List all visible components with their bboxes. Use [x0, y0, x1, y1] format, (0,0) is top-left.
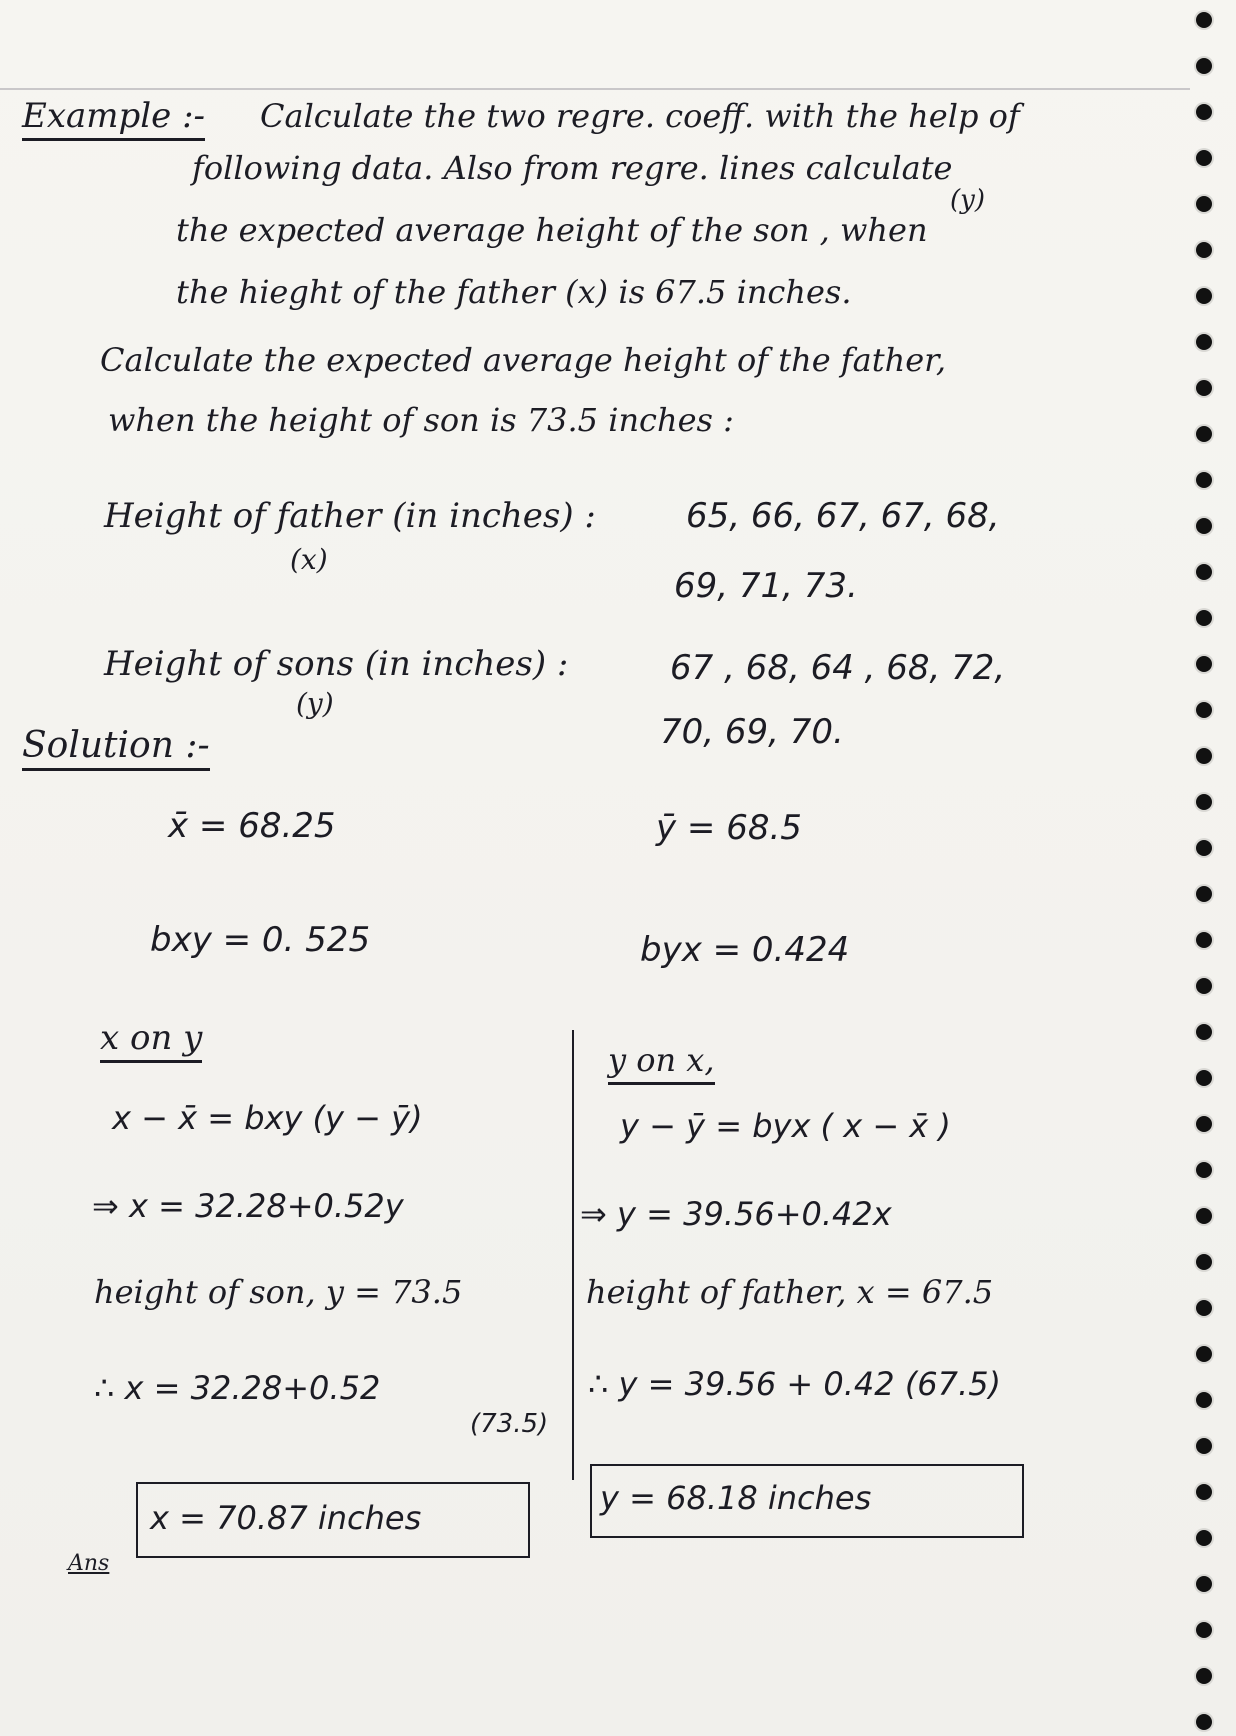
father-values-row-2: 69, 71, 73.	[674, 566, 858, 606]
x-on-y-line: ⇒ x = 32.28+0.52y	[92, 1187, 404, 1225]
binding-hole	[1196, 58, 1212, 74]
binding-hole	[1196, 1116, 1212, 1132]
sons-values-row-2: 70, 69, 70.	[660, 712, 844, 752]
sons-height-label: Height of sons (in inches) :	[104, 644, 569, 684]
binding-hole	[1196, 196, 1212, 212]
son-symbol-mark: (y)	[950, 185, 985, 215]
binding-hole	[1196, 334, 1212, 350]
binding-hole	[1196, 1392, 1212, 1408]
sons-symbol: (y)	[296, 687, 334, 720]
solution-heading: Solution :-	[22, 726, 210, 771]
x-on-y-heading: x on y	[100, 1018, 202, 1063]
binding-hole	[1196, 1438, 1212, 1454]
column-divider	[572, 1030, 574, 1480]
y-on-x-equation: y − ȳ = byx ( x − x̄ )	[620, 1107, 951, 1145]
binding-hole	[1196, 748, 1212, 764]
binding-hole	[1196, 978, 1212, 994]
x-on-y-equation: x − x̄ = bxy (y − ȳ)	[112, 1099, 423, 1137]
top-rule-line	[0, 88, 1190, 90]
binding-hole	[1196, 242, 1212, 258]
binding-hole	[1196, 1162, 1212, 1178]
binding-hole	[1196, 1484, 1212, 1500]
binding-hole	[1196, 840, 1212, 856]
binding-hole	[1196, 288, 1212, 304]
binding-hole	[1196, 886, 1212, 902]
binding-hole	[1196, 794, 1212, 810]
binding-hole	[1196, 1070, 1212, 1086]
binding-hole	[1196, 932, 1212, 948]
binding-hole	[1196, 518, 1212, 534]
example-label: Example :-	[22, 96, 205, 141]
binding-hole	[1196, 1668, 1212, 1684]
spiral-binding	[1186, 0, 1226, 1736]
x-answer: x = 70.87 inches	[150, 1499, 422, 1537]
x-mean: x̄ = 68.25	[168, 806, 336, 846]
binding-hole	[1196, 1576, 1212, 1592]
father-values-row-1: 65, 66, 67, 67, 68,	[686, 496, 1000, 536]
binding-hole	[1196, 1346, 1212, 1362]
binding-hole	[1196, 12, 1212, 28]
problem-line-1: Calculate the two regre. coeff. with the help of	[260, 97, 1020, 135]
y-on-x-heading: y on x,	[608, 1040, 715, 1085]
father-height-given: height of father, x = 67.5	[586, 1273, 994, 1311]
binding-hole	[1196, 1714, 1212, 1730]
problem-line-4: the hieght of the father (x) is 67.5 inches.	[176, 273, 852, 311]
binding-hole	[1196, 104, 1212, 120]
problem-line-3: the expected average height of the son , when	[176, 211, 928, 249]
binding-hole	[1196, 150, 1212, 166]
y-substitution: ∴ y = 39.56 + 0.42 (67.5)	[588, 1365, 1002, 1403]
binding-hole	[1196, 656, 1212, 672]
binding-hole	[1196, 610, 1212, 626]
x-substitution: ∴ x = 32.28+0.52	[94, 1369, 381, 1407]
y-on-x-line: ⇒ y = 39.56+0.42x	[580, 1195, 892, 1233]
problem-line-5: Calculate the expected average height of the father,	[100, 341, 947, 379]
problem-line-6: when the height of son is 73.5 inches :	[108, 401, 734, 439]
binding-hole	[1196, 1254, 1212, 1270]
binding-hole	[1196, 564, 1212, 580]
son-height-given: height of son, y = 73.5	[94, 1273, 463, 1311]
byx-value: byx = 0.424	[640, 930, 850, 970]
binding-hole	[1196, 380, 1212, 396]
y-mean: ȳ = 68.5	[656, 808, 802, 848]
father-symbol: (x)	[290, 543, 328, 576]
binding-hole	[1196, 1622, 1212, 1638]
binding-hole	[1196, 426, 1212, 442]
y-answer: y = 68.18 inches	[600, 1479, 872, 1517]
sons-values-row-1: 67 , 68, 64 , 68, 72,	[670, 648, 1006, 688]
answer-label: Ans	[68, 1551, 110, 1576]
binding-hole	[1196, 1024, 1212, 1040]
father-height-label: Height of father (in inches) :	[104, 496, 596, 536]
binding-hole	[1196, 1530, 1212, 1546]
problem-line-2: following data. Also from regre. lines calculate	[192, 149, 953, 187]
binding-hole	[1196, 1208, 1212, 1224]
x-substitution-value: (73.5)	[470, 1409, 549, 1439]
bxy-value: bxy = 0. 525	[150, 920, 371, 960]
binding-hole	[1196, 1300, 1212, 1316]
binding-hole	[1196, 702, 1212, 718]
binding-hole	[1196, 472, 1212, 488]
